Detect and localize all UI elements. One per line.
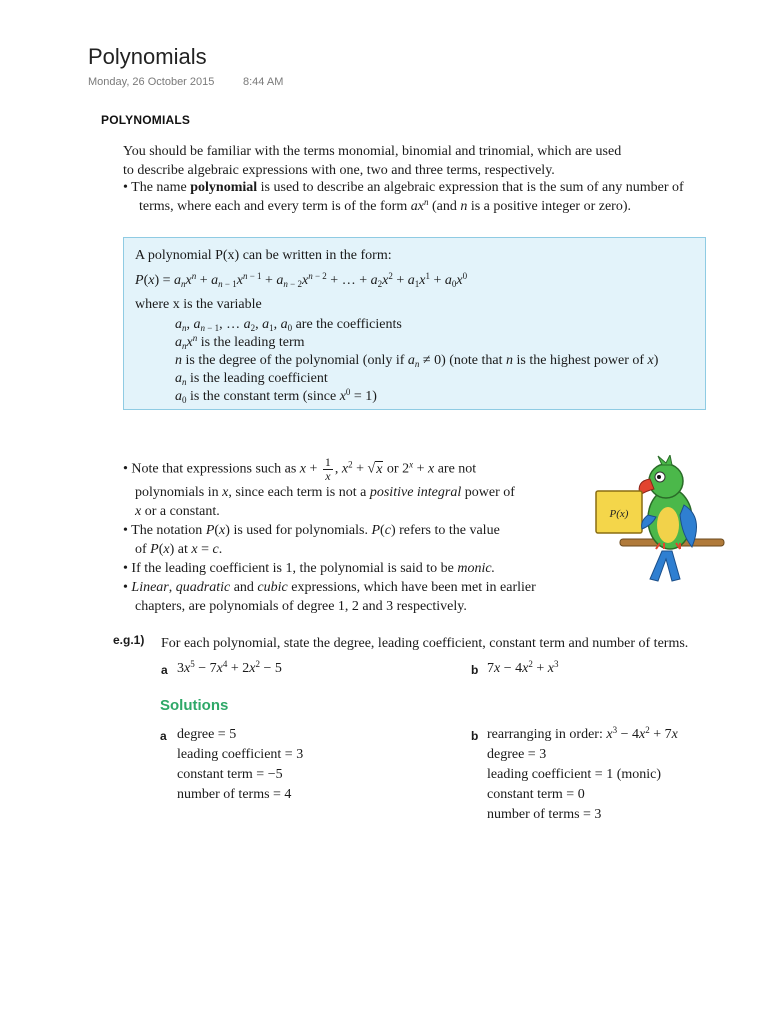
note-bullet-not-polynomials: • Note that expressions such as x + $\frac{1}{x}$ , $x^2 + √x$ or $2^x + x$ are not (123, 455, 477, 483)
solution-b-number-of-terms: number of terms = 3 (487, 807, 602, 822)
note1-line2-b: , since each term is not a (228, 485, 367, 500)
box-line-form: A polynomial P(x) can be written in the form: (135, 248, 392, 263)
note-bullet-monic: • If the leading coefficient is 1, the polynomial is said to be monic. (123, 561, 496, 576)
note1-line3-text: or a constant. (144, 504, 220, 519)
example-label: e.g.1) (113, 633, 145, 647)
solution-a-degree: degree = 5 (177, 727, 237, 742)
solution-b-label: b (471, 729, 479, 743)
box-leading-coeff-text: is the leading coefficient (190, 371, 328, 386)
intro-line-1: You should be familiar with the terms monomial, binomial and trinomial, which are used (123, 144, 622, 159)
box-degree-line: n is the degree of the polynomial (only if $a_n \ne 0$) (note that n is the highest power of x) (175, 353, 659, 369)
box-coefficients-text: are the coefficients (295, 317, 402, 332)
note3-a: If the leading coefficient is 1, the polynomial is said to be (131, 561, 454, 576)
solutions-heading: Solutions (160, 697, 229, 714)
box-degree-text-b: ) (note that (441, 353, 503, 368)
intro-line-2: to describe algebraic expressions with one, two and three terms, respectively. (123, 163, 555, 178)
solution-b-rearranged: rearranging in order: $x^3 - 4x^2 + 7x$ (487, 725, 678, 742)
box-degree-text-a: is the degree of the polynomial (only if (185, 353, 405, 368)
box-leading-term-text: is the leading term (200, 335, 305, 350)
note2-line2-b: at (177, 542, 188, 557)
page-title: Polynomials (88, 44, 207, 69)
solution-a-leading-coefficient: leading coefficient = 3 (177, 747, 304, 762)
solution-a-constant-term: constant term = −5 (177, 767, 283, 782)
polynomial-definition-bullet: • The name polynomial is used to describe an algebraic expression that is the sum of any number of terms, where each and every term is of the form $ax^n$ (and n is a positive integer or zero). (123, 180, 684, 214)
note2-a: The notation (131, 523, 203, 538)
solution-b-leading-coefficient: leading coefficient = 1 (monic) (487, 767, 662, 782)
note1-line2-c: power of (464, 485, 515, 500)
box-constant-term-line: $a_0$ is the constant term (since $x^0 = 1$) (175, 387, 377, 405)
note4-and: and (233, 580, 254, 595)
example-question: For each polynomial, state the degree, leading coefficient, constant term and number of terms. (161, 636, 689, 651)
section-heading: POLYNOMIALS (101, 113, 191, 127)
note4-linear: Linear (131, 580, 169, 595)
solution-a-label: a (160, 729, 167, 743)
box-leading-coeff-line: $a_n$ is the leading coefficient (175, 371, 328, 387)
box-where-line: where x is the variable (135, 297, 262, 312)
parrot-sign-text: P(x) (609, 508, 629, 520)
note1-line-3: x or a constant. (135, 504, 220, 519)
note-date: Monday, 26 October 2015 (88, 76, 215, 88)
intro-paragraph (123, 142, 693, 180)
note4-cubic: cubic (257, 580, 288, 595)
bullet1-middle: is used to describe an algebraic expression that is the sum of any number of terms, where each and every term is of the form (139, 180, 684, 214)
definition-box (123, 237, 706, 410)
note1-or: or (386, 461, 399, 477)
note2-c: refers to the value (399, 523, 500, 538)
example-part-b-expression: $7x - 4x^2 + x^3$ (487, 659, 559, 676)
box-leading-term-line: $a_nx^n$ is the leading term (175, 333, 305, 351)
note1-line2-em: positive integral (369, 485, 462, 500)
bullet1-end: is a positive integer or zero). (467, 199, 632, 214)
box-coefficients-line: $a_n$, $a_{n - 1}$, … $a_2$, $a_1$, $a_0$ are the coefficients (175, 317, 402, 333)
note1-end: are not (437, 461, 477, 477)
note-bullet-notation: • The notation P(x) is used for polynomials. P(c) refers to the value (123, 523, 500, 538)
note2-line-2: of P(x) at x = c. (135, 542, 223, 557)
solution-b-rearrange-text: rearranging in order: (487, 727, 603, 742)
bullet1-before: The name (131, 180, 191, 195)
parrot-illustration (592, 455, 732, 585)
fraction-one-over-x: $\frac{1}{x}$ (324, 455, 331, 483)
note1-line-2: polynomials in x, since each term is not a positive integral power of (135, 485, 515, 500)
example-part-a-expression: $3x^5 - 7x^4 + 2x^2 - 5$ (177, 659, 282, 676)
box-general-formula: $P(x) = a_nx^n + a_{n - 1}x^{n - 1} + a_{n - 2}x^{n - 2}$ + … + $a_2x^2 + a_1x^1 + a_0x^0$ (135, 271, 468, 289)
note-bullet-degrees: • Linear, quadratic and cubic expressions, which have been met in earlier (123, 580, 536, 595)
note2-b: is used for polynomials. (233, 523, 368, 538)
note2-line2-a: of (135, 542, 147, 557)
example-part-a-label: a (161, 663, 168, 677)
note4-quadratic: quadratic (175, 580, 231, 595)
note4-a: expressions, which have been met in earlier (291, 580, 536, 595)
note1-start: Note that expressions such as (131, 461, 297, 477)
box-constant-term-text: is the constant term (since (190, 389, 337, 404)
solution-b-degree: degree = 3 (487, 747, 547, 762)
bullet1-bold: polynomial (190, 180, 258, 195)
note3-em: monic. (457, 561, 496, 576)
solution-b-constant-term: constant term = 0 (487, 787, 585, 802)
note4-line-2: chapters, are polynomials of degree 1, 2 and 3 respectively. (135, 599, 467, 614)
note-time: 8:44 AM (243, 76, 284, 88)
example-part-b-label: b (471, 663, 479, 677)
bullet1-after: (and (428, 199, 461, 214)
box-degree-text-c: is the highest power of (516, 353, 645, 368)
solution-a-number-of-terms: number of terms = 4 (177, 787, 292, 802)
note1-line2-a: polynomials in (135, 485, 219, 500)
